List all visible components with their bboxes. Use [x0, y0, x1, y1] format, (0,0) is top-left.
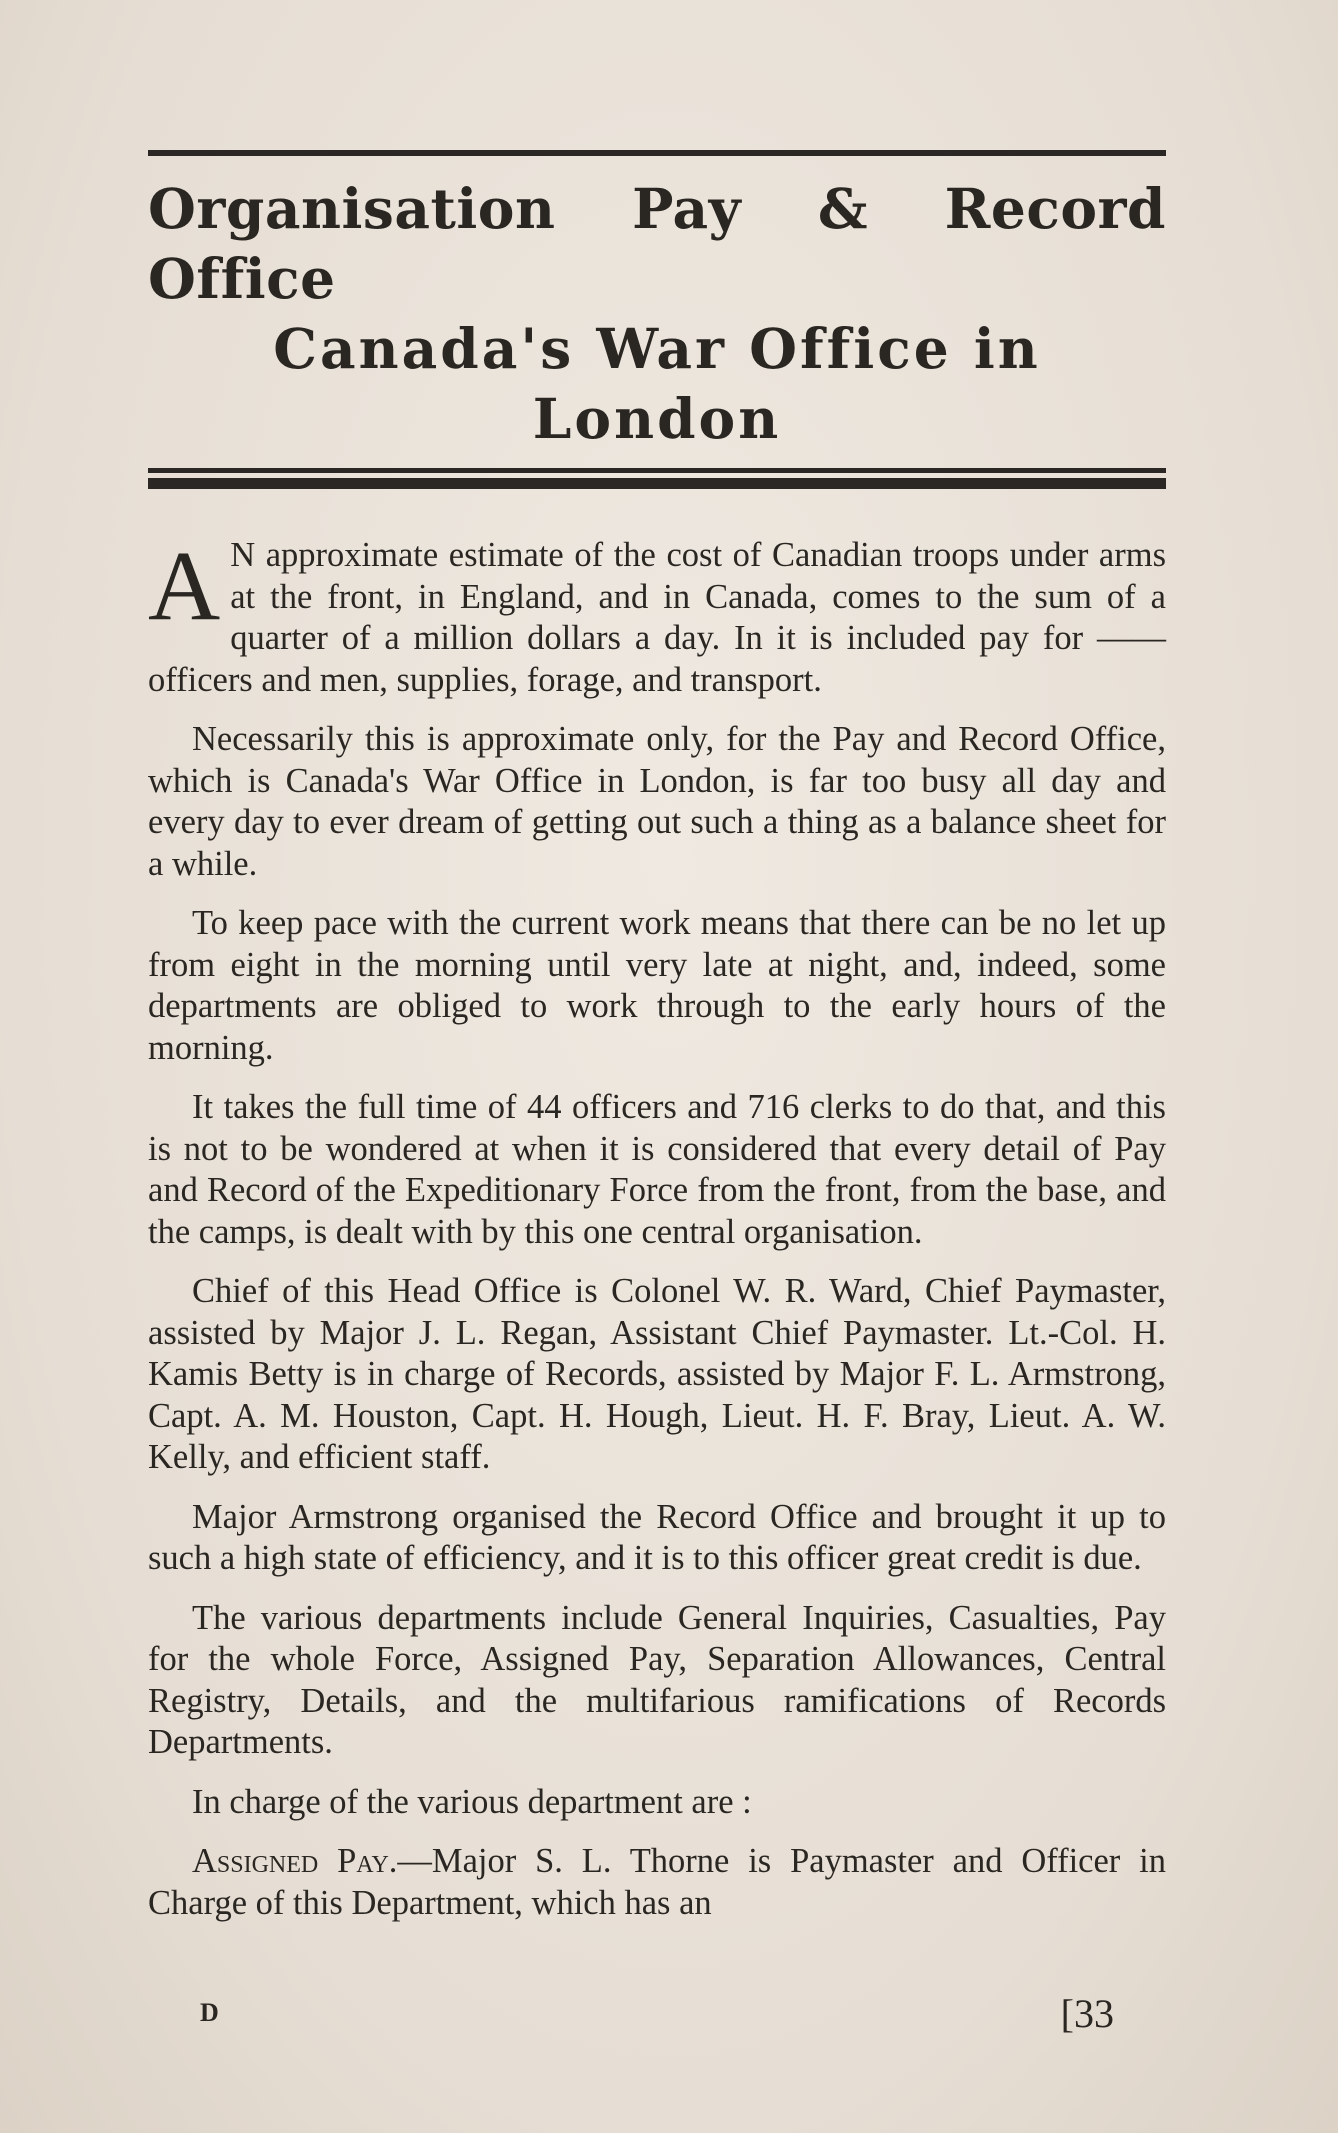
title-line-2: Canada's War Office in London — [273, 316, 1041, 451]
paragraph-1: A N approximate estimate of the cost of Canadian troops under arms at the front, in England, and in Canada, comes to the sum of a quarter of a million dollars a day. In it is included pay for —— officers and men, supplies, forage, and transport. — [148, 530, 1166, 699]
paragraph-5: Chief of this Head Office is Colonel W. R. Ward, Chief Paymaster, assisted by Major J. L. Regan, Assistant Chief Paymaster. Lt.-Col. H. Kamis Betty is in charge of Records, assisted by Major F. L. Armstrong, Capt. A. M. Houston, Capt. H. Hough, Lieut. H. F. Bray, Lieut. A. W. Kelly, and efficient staff. — [148, 1272, 1166, 1476]
page-number: [33 — [1060, 1991, 1114, 2036]
drop-cap: A — [148, 530, 221, 641]
page-content — [148, 150, 1166, 1942]
paragraph-3: To keep pace with the current work means that there can be no let up from eight in the morning until very late at night, and, indeed, some departments are obliged to work through to the early hours of the morning. — [148, 904, 1166, 1067]
title-double-rule — [148, 468, 1166, 489]
article-body — [148, 530, 1166, 1924]
page-title — [148, 174, 1166, 454]
paragraph-6: Major Armstrong organised the Record Office and brought it up to such a high state of efficiency, and it is to this officer great credit is due. — [148, 1497, 1166, 1577]
paragraph-2: Necessarily this is approximate only, for the Pay and Record Office, which is Canada's War Office in London, is far too busy all day and every day to ever dream of getting out such a thing as a balance sheet for a while. — [148, 720, 1166, 883]
paragraph-9: Assigned Pay.—Major S. L. Thorne is Paymaster and Officer in Charge of this Department, which has an — [148, 1842, 1166, 1922]
title-line-1: Organisation Pay & Record Office — [148, 176, 1166, 311]
paragraph-7: The various departments include General Inquiries, Casualties, Pay for the whole Force, Assigned Pay, Separation Allowances, Central Registry, Details, and the multifarious ramifications of Records Departments. — [148, 1598, 1166, 1761]
paragraph-8: In charge of the various department are : — [192, 1782, 752, 1821]
signature-mark: D — [200, 1998, 219, 2027]
section-heading-assigned-pay: Assigned Pay. — [192, 1842, 398, 1880]
top-rule — [148, 150, 1166, 156]
paragraph-4: It takes the full time of 44 officers and 716 clerks to do that, and this is not to be wondered at when it is considered that every detail of Pay and Record of the Expeditionary Force from the front, from the base, and the camps, is dealt with by this one central organisation. — [148, 1088, 1166, 1251]
